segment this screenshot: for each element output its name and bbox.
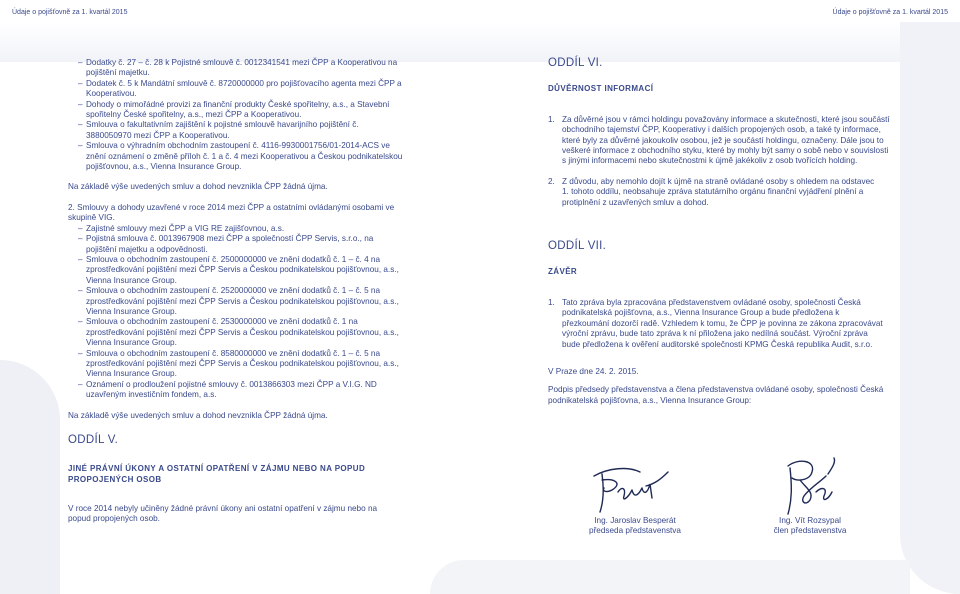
section-5-title: ODDÍL V. bbox=[68, 434, 119, 446]
signer-2-role: člen představenstva bbox=[773, 526, 847, 536]
signature-block-2 bbox=[745, 516, 875, 537]
list-item: – Smlouva o výhradním obchodním zastoupení č. 4116-9930001756/01-2014-ACS ve znění oznámení o změně příloh č. 1 a č. 4 mezi Kooperativou a Českou podnikatelskou pojišťovnou, a.s., Vienna Insurance Group. bbox=[78, 141, 403, 172]
section-6-item-2: 2. Z důvodu, aby nemohlo dojít k újmě na straně ovládané osoby s ohledem na odstavec 1. tohoto oddílu, neobsahuje zpráva statutárního orgánu finanční vyjádření plnění a protiplnění z uzavřených smluv a dohod. bbox=[548, 176, 875, 207]
section-5 bbox=[68, 434, 398, 525]
list-item: – Oznámení o prodloužení pojistné smlouvy č. 0013866303 mezi ČPP a V.I.G. ND uzavřeným investičním fondem, a.s. bbox=[78, 379, 377, 400]
list-item: – Zajistné smlouvy mezi ČPP a VIG RE zajišťovnou, a.s. bbox=[78, 223, 285, 233]
signoff-text: Podpis předsedy představenstva a člena představenstva ovládané osoby, společnosti Česká podnikatelská pojišťovna, a.s., Vienna Insurance Group: bbox=[548, 385, 884, 405]
signer-1-role: předseda představenstva bbox=[589, 526, 681, 536]
background-shape-right bbox=[900, 22, 960, 594]
page-header-left: Údaje o pojišťovně za 1. kvartál 2015 bbox=[12, 9, 128, 16]
background-shape-top bbox=[0, 22, 960, 62]
section-6-title: ODDÍL VI. bbox=[548, 57, 603, 69]
signature-rozsypal bbox=[770, 452, 850, 522]
list-item: – Pojistná smlouva č. 0013967908 mezi ČPP a společností ČPP Servis, s.r.o., na pojištění majetku a odpovědnosti. bbox=[78, 234, 374, 254]
list-item: – Dodatek č. 5 k Mandátní smlouvě č. 8720000000 pro pojišťovacího agenta mezi ČPP a Kooperativou. bbox=[78, 78, 402, 99]
section-6-item-1: 1. Za důvěrné jsou v rámci holdingu považovány informace a skutečnosti, které jsou součástí obchodního tajemství ČPP, Kooperativy i dalších propojených osob, a také ty informace, které byly za důvěrné jakoukoliv osobou, jež je součástí holdingu, označeny. Dále jsou to veškeré informace z obchodního styku, které by mohly být samy o sobě nebo v souvislosti s jinými informacemi nebo skutečnostmi k újmě jakékoliv z osob tvořících holding. bbox=[548, 114, 890, 166]
signer-2-name: Ing. Vít Rozsypal bbox=[779, 516, 841, 525]
note-no-harm-1: Na základě výše uvedených smluv a dohod nevznikla ČPP žádná újma. bbox=[68, 182, 328, 192]
date-line: V Praze dne 24. 2. 2015. bbox=[548, 366, 639, 376]
signer-1-name: Ing. Jaroslav Besperát bbox=[594, 516, 676, 525]
note-no-harm-2: Na základě výše uvedených smluv a dohod nevznikla ČPP žádná újma. bbox=[68, 410, 328, 420]
signature-block-1 bbox=[570, 516, 700, 537]
section-7-subtitle: ZÁVĚR bbox=[548, 267, 578, 277]
list-item: – Smlouva o obchodním zastoupení č. 8580000000 ve znění dodatků č. 1 – č. 5 na zprostředkování pojištění mezi ČPP Servis a Českou podnikatelskou pojišťovnou, a.s., Vienna Insurance Group. bbox=[78, 348, 399, 379]
section-7-item-1: 1. Tato zpráva byla zpracována představenstvem ovládané osoby, společnosti Česká podnikatelská pojišťovna, a.s., Vienna Insurance Group a bude předložena k přezkoumání dozorčí radě. Vzhledem k tomu, že ČPP je povinna ze zákona zpracovávat výroční zprávu, bude tato zpráva k ní přiložena jako nedílná součást. Výroční zpráva bude předložena k ověření auditorské společnosti KPMG Česká republika Audit, s.r.o. bbox=[548, 297, 883, 349]
section-7-title: ODDÍL VII. bbox=[548, 240, 607, 253]
signature-besperat bbox=[588, 458, 678, 518]
background-shape-bottom bbox=[430, 560, 910, 594]
section-5-subtitle: JINÉ PRÁVNÍ ÚKONY A OSTATNÍ OPATŘENÍ V ZÁJMU NEBO NA POPUD PROPOJENÝCH OSOB bbox=[68, 464, 366, 484]
background-shape-left bbox=[0, 360, 60, 594]
list-item: – Dodatky č. 27 – č. 28 k Pojistné smlouvě č. 0012341541 mezi ČPP a Kooperativou na pojištění majetku. bbox=[78, 58, 398, 78]
page-header-right: Údaje o pojišťovně za 1. kvartál 2015 bbox=[832, 9, 948, 16]
agreements-list-vig bbox=[68, 224, 428, 401]
list-item: – Smlouva o obchodním zastoupení č. 2520000000 ve znění dodatků č. 1 – č. 5 na zprostředkování pojištění mezi ČPP Servis a Českou podnikatelskou pojišťovnou, a.s., Vienna Insurance Group. bbox=[78, 286, 399, 316]
list-item: – Dohody o mimořádné provizi za finanční produkty České spořitelny, a.s., a Stavební spořitelny České spořitelny, a.s., mezi ČPP a Kooperativou. bbox=[78, 99, 390, 120]
right-column bbox=[548, 58, 893, 406]
agreements-list-kooperativa bbox=[68, 58, 428, 172]
list-item: – Smlouva o fakultativním zajištění k pojistné smlouvě havarijního pojištění č. 3880050970 mezi ČPP a Kooperativou. bbox=[78, 120, 359, 140]
section-6-subtitle: DŮVĚRNOST INFORMACÍ bbox=[548, 84, 654, 94]
left-column bbox=[68, 58, 428, 421]
section-5-text: V roce 2014 nebyly učiněny žádné právní úkony ani ostatní opatření v zájmu nebo na popud propojených osob. bbox=[68, 504, 378, 524]
paragraph-2: 2. Smlouvy a dohody uzavřené v roce 2014 mezi ČPP a ostatními ovládanými osobami ve skupině VIG. bbox=[68, 202, 395, 223]
list-item: – Smlouva o obchodním zastoupení č. 2530000000 ve znění dodatků č. 1 na zprostředkování pojištění mezi ČPP Servis a Českou podnikatelskou pojišťovnou, a.s., Vienna Insurance Group. bbox=[78, 317, 399, 348]
list-item: – Smlouva o obchodním zastoupení č. 2500000000 ve znění dodatků č. 1 – č. 4 na zprostředkování pojištění mezi ČPP Servis a Českou podnikatelskou pojišťovnou, a.s., Vienna Insurance Group. bbox=[78, 254, 399, 285]
